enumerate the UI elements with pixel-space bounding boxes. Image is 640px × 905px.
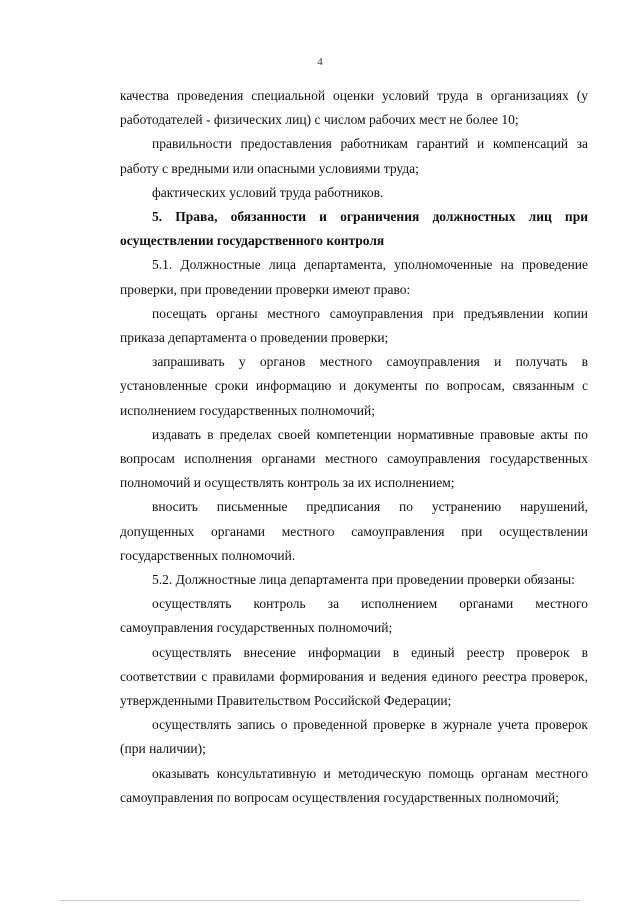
paragraph-5-1-rights: 5.1. Должностные лица департамента, уполномоченные на проведение проверки, при проведении проверки имеют право:	[120, 257, 588, 297]
paragraph-visit-bodies: посещать органы местного самоуправления при предъявлении копии приказа департамента о проведении проверки;	[120, 305, 588, 346]
paragraph-request-documents: запрашивать у органов местного самоуправления и получать в установленные сроки информацию и документы по вопросам, связанным с исполнением государственных полномочий;	[120, 354, 588, 418]
page-number: 4	[317, 56, 323, 68]
paragraph-guarantees: правильности предоставления работникам гарантий и компенсаций за работу с вредными или опасными условиями труда;	[120, 136, 588, 176]
paragraph-working-conditions: фактических условий труда работников.	[152, 184, 384, 200]
paragraph-registry-entry: осуществлять внесение информации в единый реестр проверок в соответствии с правилами формирования и ведения единого реестра проверок, утвержденными Правительством Российской Федерации;	[120, 644, 588, 709]
paragraph-assessment-quality: качества проведения специальной оценки условий труда в организациях (у работодателей - физических лиц) с числом рабочих мест не более 10;	[120, 88, 588, 128]
document-body	[120, 84, 588, 810]
paragraph-issue-acts: издавать в пределах своей компетенции нормативные правовые акты по вопросам исполнения органами местного самоуправления государственных полномочий и осуществлять контроль за их исполнением;	[120, 426, 588, 491]
paragraph-consulting-help: оказывать консультативную и методическую помощь органам местного самоуправления по вопросам осуществления государственных полномочий;	[120, 765, 588, 805]
paragraph-5-2-duties: 5.2. Должностные лица департамента при проведении проверки обязаны:	[152, 572, 575, 588]
scan-edge-line	[60, 900, 580, 901]
paragraph-journal-entry: осуществлять запись о проведенной проверке в журнале учета проверок (при наличии);	[120, 717, 588, 757]
paragraph-control-execution: осуществлять контроль за исполнением органами местного самоуправления государственных полномочий;	[120, 596, 588, 636]
paragraph-issue-orders: вносить письменные предписания по устранению нарушений, допущенных органами местного самоуправления при осуществлении государственных полномочий.	[120, 499, 588, 563]
section-heading-rights-duties: 5. Права, обязанности и ограничения должностных лиц при осуществлении государственного контроля	[120, 209, 588, 249]
